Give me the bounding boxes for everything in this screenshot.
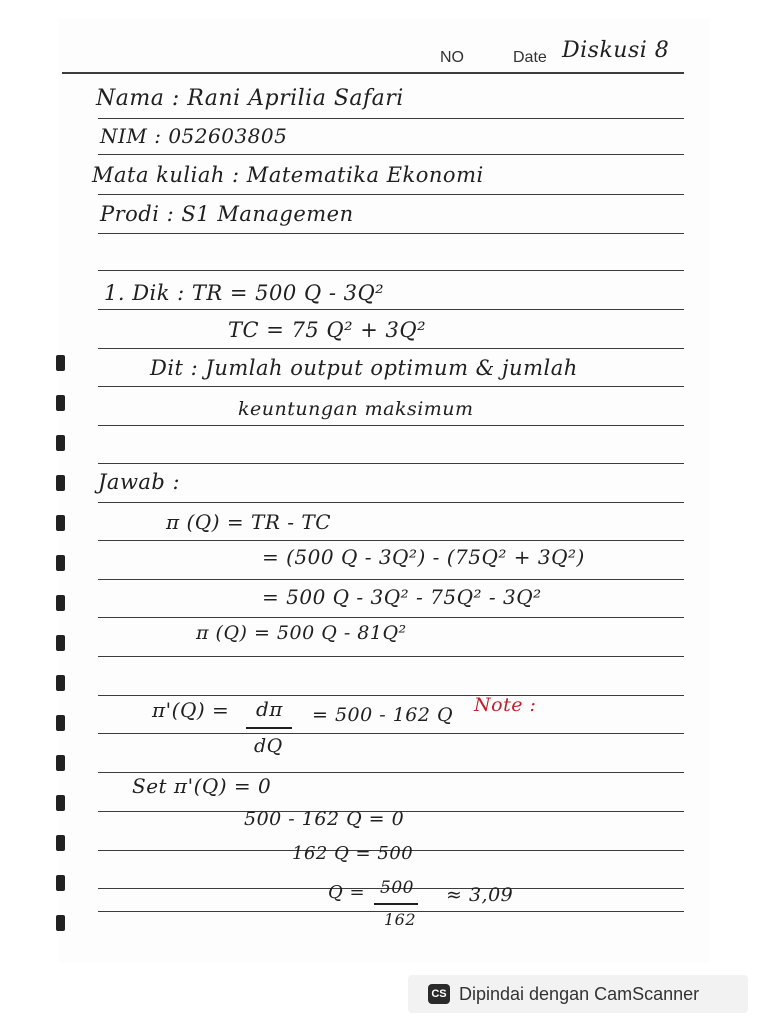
- rule-line: [98, 194, 684, 195]
- rule-line: [98, 386, 684, 387]
- camscanner-logo-icon: CS: [428, 984, 450, 1004]
- solution-result: ≈ 3,09: [446, 884, 514, 906]
- profit-expansion: = 500 Q - 3Q² - 75Q² - 3Q²: [262, 585, 542, 609]
- rule-line: [98, 348, 684, 349]
- profit-definition: π (Q) = TR - TC: [166, 510, 331, 534]
- rule-line: [98, 463, 684, 464]
- solution-fraction-bar: [374, 903, 418, 905]
- rule-line: [98, 656, 684, 657]
- asked-line-2: keuntungan maksimum: [238, 398, 474, 420]
- rule-line: [98, 118, 684, 119]
- camscanner-text: Dipindai dengan CamScanner: [459, 983, 700, 1004]
- rule-line: [98, 425, 684, 426]
- given-tr: 1. Dik : TR = 500 Q - 3Q²: [104, 281, 385, 305]
- answer-heading: Jawab :: [98, 470, 181, 494]
- notebook-binding: [56, 355, 70, 935]
- student-nim: NIM : 052603805: [100, 124, 288, 148]
- rule-line: [98, 270, 684, 271]
- solve-step-2: 162 Q = 500: [292, 843, 414, 864]
- derivative-numerator: dπ: [256, 697, 283, 721]
- rule-line: [98, 154, 684, 155]
- solution-numerator: 500: [380, 878, 414, 898]
- rule-line: [98, 617, 684, 618]
- student-name: Nama : Rani Aprilia Safari: [96, 86, 404, 111]
- rule-line: [98, 540, 684, 541]
- rule-line: [98, 579, 684, 580]
- solution-denominator: 162: [384, 910, 417, 929]
- date-label: Date: [513, 49, 547, 66]
- date-value: Diskusi 8: [562, 38, 670, 63]
- derivative-fraction-bar: [246, 727, 292, 729]
- rule-line: [98, 772, 684, 773]
- rule-line: [98, 309, 684, 310]
- profit-function: π (Q) = 500 Q - 81Q²: [196, 622, 407, 644]
- camscanner-watermark: [408, 975, 748, 1013]
- rule-line: [98, 502, 684, 503]
- course-name: Mata kuliah : Matematika Ekonomi: [92, 163, 484, 187]
- given-tc: TC = 75 Q² + 3Q²: [228, 318, 426, 342]
- asked-line-1: Dit : Jumlah output optimum & jumlah: [150, 356, 578, 380]
- derivative-denominator: dQ: [254, 735, 283, 757]
- solution-left: Q =: [328, 882, 366, 903]
- rule-line: [98, 733, 684, 734]
- profit-substitution: = (500 Q - 3Q²) - (75Q² + 3Q²): [262, 545, 585, 569]
- header-rule: [62, 72, 684, 74]
- study-program: Prodi : S1 Managemen: [100, 202, 354, 226]
- rule-line: [98, 695, 684, 696]
- set-derivative-zero: Set π'(Q) = 0: [132, 774, 272, 798]
- derivative-right: = 500 - 162 Q: [312, 704, 454, 726]
- solve-step-1: 500 - 162 Q = 0: [244, 808, 405, 830]
- rule-line: [98, 233, 684, 234]
- no-label: NO: [440, 49, 464, 66]
- note-label: Note :: [474, 694, 537, 716]
- derivative-left: π'(Q) =: [152, 698, 230, 722]
